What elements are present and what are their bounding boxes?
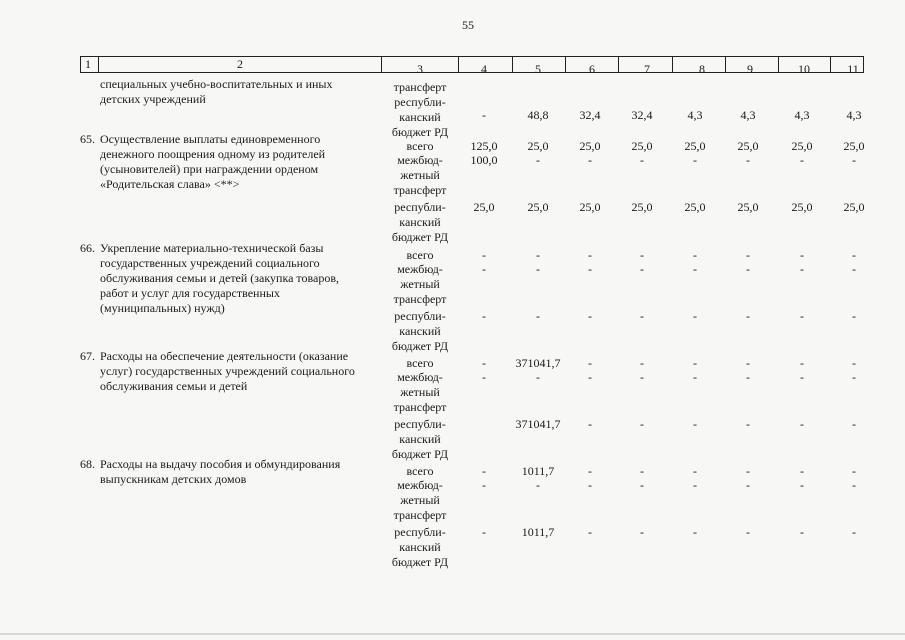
item-number: 65. (80, 132, 95, 146)
value-cell: - (746, 370, 750, 384)
value-cell: 25,0 (791, 139, 813, 153)
value-cell: - (693, 248, 697, 262)
value-cell: - (746, 464, 750, 478)
source-label: межбюд-жетный трансферт (393, 478, 447, 522)
item-number: 66. (80, 241, 95, 255)
value-cell: - (800, 356, 804, 370)
value-cell: - (693, 370, 697, 384)
value-cell: 25,0 (684, 139, 706, 153)
value-cell: - (536, 153, 540, 167)
header-cell: 7 (644, 62, 650, 76)
value-cell: 4,3 (740, 108, 756, 122)
value-cell: - (746, 262, 750, 276)
value-cell: - (640, 525, 644, 539)
header-divider (565, 56, 566, 73)
value-cell: - (746, 248, 750, 262)
value-cell: - (588, 417, 592, 431)
value-cell: - (746, 153, 750, 167)
value-cell: - (482, 108, 486, 122)
value-cell: - (693, 464, 697, 478)
value-cell: - (852, 309, 856, 323)
value-cell: - (536, 478, 540, 492)
header-divider (618, 56, 619, 73)
value-cell: - (693, 417, 697, 431)
header-cell: 9 (747, 62, 753, 76)
page-number: 55 (462, 18, 474, 32)
item-number: 68. (80, 457, 95, 471)
value-cell: - (482, 370, 486, 384)
value-cell: - (693, 478, 697, 492)
source-label: всего (406, 356, 434, 370)
value-cell: - (800, 309, 804, 323)
header-cell: 3 (417, 62, 423, 76)
scan-artifact (0, 633, 905, 635)
value-cell: - (482, 478, 486, 492)
value-cell: - (588, 464, 592, 478)
value-cell: - (482, 356, 486, 370)
source-label: республи-канский бюджет РД (391, 95, 449, 139)
value-cell: - (746, 356, 750, 370)
value-cell: 25,0 (843, 200, 865, 214)
value-cell: - (482, 309, 486, 323)
value-cell: - (640, 248, 644, 262)
value-cell: - (588, 309, 592, 323)
value-cell: - (852, 153, 856, 167)
value-cell: 1011,7 (521, 464, 555, 478)
value-cell: 371041,7 (515, 356, 561, 370)
value-cell: 25,0 (843, 139, 865, 153)
value-cell: - (800, 464, 804, 478)
value-cell: 4,3 (846, 108, 862, 122)
item-description: Расходы на обеспечение деятельности (оказание услуг) государственных учреждений социального обслуживания семьи и детей (100, 349, 355, 393)
value-cell: - (536, 262, 540, 276)
header-divider (672, 56, 673, 73)
value-cell: 25,0 (579, 139, 601, 153)
value-cell: - (536, 248, 540, 262)
value-cell: - (800, 262, 804, 276)
top-cont-desc: специальных учебно-воспитательных и иных детских учреждений (100, 77, 333, 106)
source-label: всего (406, 139, 434, 153)
value-cell: - (693, 262, 697, 276)
header-divider (381, 56, 382, 73)
value-cell: 25,0 (527, 200, 549, 214)
header-divider (458, 56, 459, 73)
header-divider (778, 56, 779, 73)
value-cell: - (588, 356, 592, 370)
value-cell: - (693, 309, 697, 323)
value-cell: - (693, 356, 697, 370)
value-cell: - (800, 525, 804, 539)
item-description: Укрепление материально-технической базы государственных учреждений социального обслуживания семьи и детей (закупка товаров, работ и услуг для государственных (муниципальных) нужд) (100, 241, 340, 315)
top-cont-src-line: трансферт (393, 80, 447, 94)
value-cell: - (852, 356, 856, 370)
value-cell: 25,0 (473, 200, 495, 214)
value-cell: - (800, 417, 804, 431)
value-cell: - (852, 370, 856, 384)
value-cell: - (640, 153, 644, 167)
value-cell: - (746, 478, 750, 492)
value-cell: - (852, 464, 856, 478)
value-cell: 4,3 (794, 108, 810, 122)
source-label: республи-канский бюджет РД (391, 417, 449, 461)
value-cell: 25,0 (737, 139, 759, 153)
header-cell: 11 (847, 62, 859, 76)
header-divider (725, 56, 726, 73)
source-label: межбюд-жетный трансферт (393, 262, 447, 306)
value-cell: 371041,7 (515, 417, 561, 431)
value-cell: - (800, 248, 804, 262)
value-cell: - (693, 153, 697, 167)
value-cell: - (588, 248, 592, 262)
value-cell: - (482, 525, 486, 539)
value-cell: - (800, 370, 804, 384)
value-cell: - (482, 262, 486, 276)
value-cell: 1011,7 (521, 525, 555, 539)
value-cell: - (588, 370, 592, 384)
value-cell: - (640, 356, 644, 370)
value-cell: - (588, 153, 592, 167)
value-cell: - (800, 478, 804, 492)
value-cell: 25,0 (527, 139, 549, 153)
header-cell: 2 (237, 57, 243, 71)
source-label: республи-канский бюджет РД (391, 309, 449, 353)
value-cell: - (746, 525, 750, 539)
value-cell: - (482, 464, 486, 478)
item-number: 67. (80, 349, 95, 363)
item-description: Расходы на выдачу пособия и обмундирования выпускникам детских домов (100, 457, 341, 486)
header-divider (830, 56, 831, 73)
value-cell: 4,3 (687, 108, 703, 122)
source-label: межбюд-жетный трансферт (393, 370, 447, 414)
value-cell: - (852, 262, 856, 276)
value-cell: 25,0 (631, 200, 653, 214)
source-label: республи-канский бюджет РД (391, 200, 449, 244)
value-cell: 32,4 (579, 108, 601, 122)
header-divider (512, 56, 513, 73)
value-cell: - (746, 417, 750, 431)
value-cell: - (746, 309, 750, 323)
item-description: Осуществление выплаты единовременного денежного поощрения одному из родителей (усыновителей) при награждении орденом «Родительская слава» <**> (100, 132, 326, 191)
source-label: всего (406, 464, 434, 478)
value-cell: 125,0 (470, 139, 498, 153)
value-cell: - (800, 153, 804, 167)
value-cell: 25,0 (737, 200, 759, 214)
value-cell: - (640, 309, 644, 323)
value-cell: - (640, 464, 644, 478)
value-cell: - (693, 525, 697, 539)
value-cell: - (536, 370, 540, 384)
value-cell: - (852, 248, 856, 262)
value-cell: - (640, 417, 644, 431)
header-cell: 6 (589, 62, 595, 76)
value-cell: - (640, 370, 644, 384)
value-cell: - (852, 525, 856, 539)
header-top-border (80, 56, 863, 57)
value-cell: 48,8 (527, 108, 549, 122)
value-cell: - (852, 417, 856, 431)
value-cell: - (588, 262, 592, 276)
header-cell: 4 (481, 62, 487, 76)
value-cell: - (640, 262, 644, 276)
value-cell: - (588, 478, 592, 492)
header-cell: 10 (798, 62, 810, 76)
source-label: межбюд-жетный трансферт (393, 153, 447, 197)
value-cell: - (640, 478, 644, 492)
value-cell: 25,0 (684, 200, 706, 214)
header-cell: 5 (535, 62, 541, 76)
header-cell: 8 (699, 62, 705, 76)
source-label: всего (406, 248, 434, 262)
value-cell: - (536, 309, 540, 323)
value-cell: 25,0 (579, 200, 601, 214)
value-cell: 25,0 (631, 139, 653, 153)
source-label: республи-канский бюджет РД (391, 525, 449, 569)
value-cell: 100,0 (470, 153, 498, 167)
value-cell: 25,0 (791, 200, 813, 214)
header-cell: 1 (85, 57, 91, 71)
value-cell: 32,4 (631, 108, 653, 122)
value-cell: - (852, 478, 856, 492)
value-cell: - (588, 525, 592, 539)
value-cell: - (482, 248, 486, 262)
